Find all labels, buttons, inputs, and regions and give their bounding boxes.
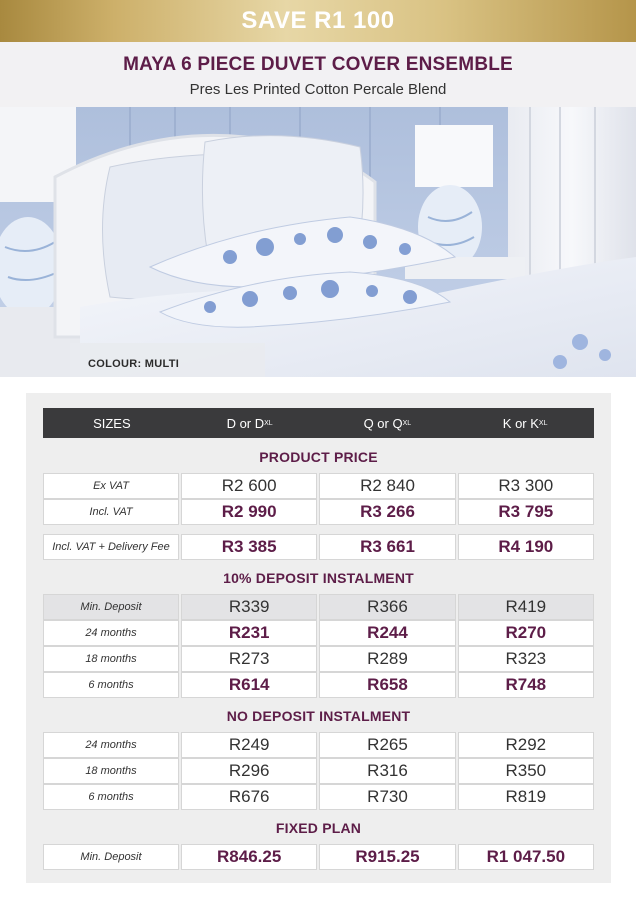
row-label: 18 months — [43, 758, 179, 784]
table-row — [43, 672, 594, 698]
price-table — [26, 393, 611, 883]
save-banner-text: SAVE R1 100 — [241, 7, 395, 34]
price-double: R846.25 — [181, 844, 317, 870]
price-queen: R3 266 — [319, 499, 455, 525]
header-king: K or K XL — [502, 415, 548, 431]
price-queen: R316 — [319, 758, 455, 784]
price-double: R2 990 — [181, 499, 317, 525]
price-king: R3 795 — [458, 499, 594, 525]
table-row — [43, 758, 594, 784]
product-title-area — [0, 42, 636, 107]
right-lampshade — [415, 125, 493, 187]
price-queen: R366 — [319, 594, 455, 620]
section-fixed-plan: FIXED PLAN — [275, 820, 362, 836]
section-deposit-instalment: 10% DEPOSIT INSTALMENT — [223, 570, 414, 586]
table-header — [43, 408, 594, 438]
row-label: 24 months — [43, 732, 179, 758]
price-king: R819 — [458, 784, 594, 810]
table-row — [43, 534, 594, 560]
table-row — [43, 732, 594, 758]
price-king: R270 — [458, 620, 594, 646]
section-product-price: PRODUCT PRICE — [259, 449, 378, 465]
table-row — [43, 620, 594, 646]
table-row — [43, 594, 594, 620]
price-queen: R658 — [319, 672, 455, 698]
header-queen: Q or Q XL — [363, 415, 412, 431]
price-double: R296 — [181, 758, 317, 784]
row-label: Incl. VAT — [43, 499, 179, 525]
price-double: R2 600 — [181, 473, 317, 499]
table-row — [43, 499, 594, 525]
price-king: R323 — [458, 646, 594, 672]
header-double: D or D XL — [226, 415, 273, 431]
price-queen: R3 661 — [319, 534, 455, 560]
table-row — [43, 844, 594, 870]
price-king: R1 047.50 — [458, 844, 594, 870]
row-label: Min. Deposit — [43, 844, 179, 870]
price-queen: R265 — [319, 732, 455, 758]
price-double: R3 385 — [181, 534, 317, 560]
row-label: 24 months — [43, 620, 179, 646]
price-queen: R2 840 — [319, 473, 455, 499]
price-double: R273 — [181, 646, 317, 672]
price-queen: R289 — [319, 646, 455, 672]
product-title: MAYA 6 PIECE DUVET COVER ENSEMBLE — [123, 54, 513, 75]
section-no-deposit-instalment: NO DEPOSIT INSTALMENT — [226, 708, 411, 724]
row-label: Ex VAT — [43, 473, 179, 499]
header-sizes: SIZES — [93, 415, 131, 431]
row-label: Min. Deposit — [43, 594, 179, 620]
price-double: R339 — [181, 594, 317, 620]
price-double: R249 — [181, 732, 317, 758]
product-subtitle: Pres Les Printed Cotton Percale Blend — [189, 81, 447, 98]
price-king: R748 — [458, 672, 594, 698]
price-double: R676 — [181, 784, 317, 810]
price-queen: R730 — [319, 784, 455, 810]
price-king: R350 — [458, 758, 594, 784]
table-row — [43, 473, 594, 499]
row-label: 6 months — [43, 672, 179, 698]
price-king: R3 300 — [458, 473, 594, 499]
price-king: R4 190 — [458, 534, 594, 560]
bedroom-illustration — [0, 107, 636, 377]
price-king: R292 — [458, 732, 594, 758]
price-king: R419 — [458, 594, 594, 620]
colour-label: COLOUR: MULTI — [88, 358, 180, 370]
row-label: Incl. VAT + Delivery Fee — [43, 534, 179, 560]
row-label: 18 months — [43, 646, 179, 672]
row-label: 6 months — [43, 784, 179, 810]
price-queen: R244 — [319, 620, 455, 646]
price-queen: R915.25 — [319, 844, 455, 870]
product-photo — [0, 107, 636, 377]
price-double: R231 — [181, 620, 317, 646]
table-row — [43, 784, 594, 810]
table-row — [43, 646, 594, 672]
save-banner — [0, 0, 636, 42]
price-double: R614 — [181, 672, 317, 698]
